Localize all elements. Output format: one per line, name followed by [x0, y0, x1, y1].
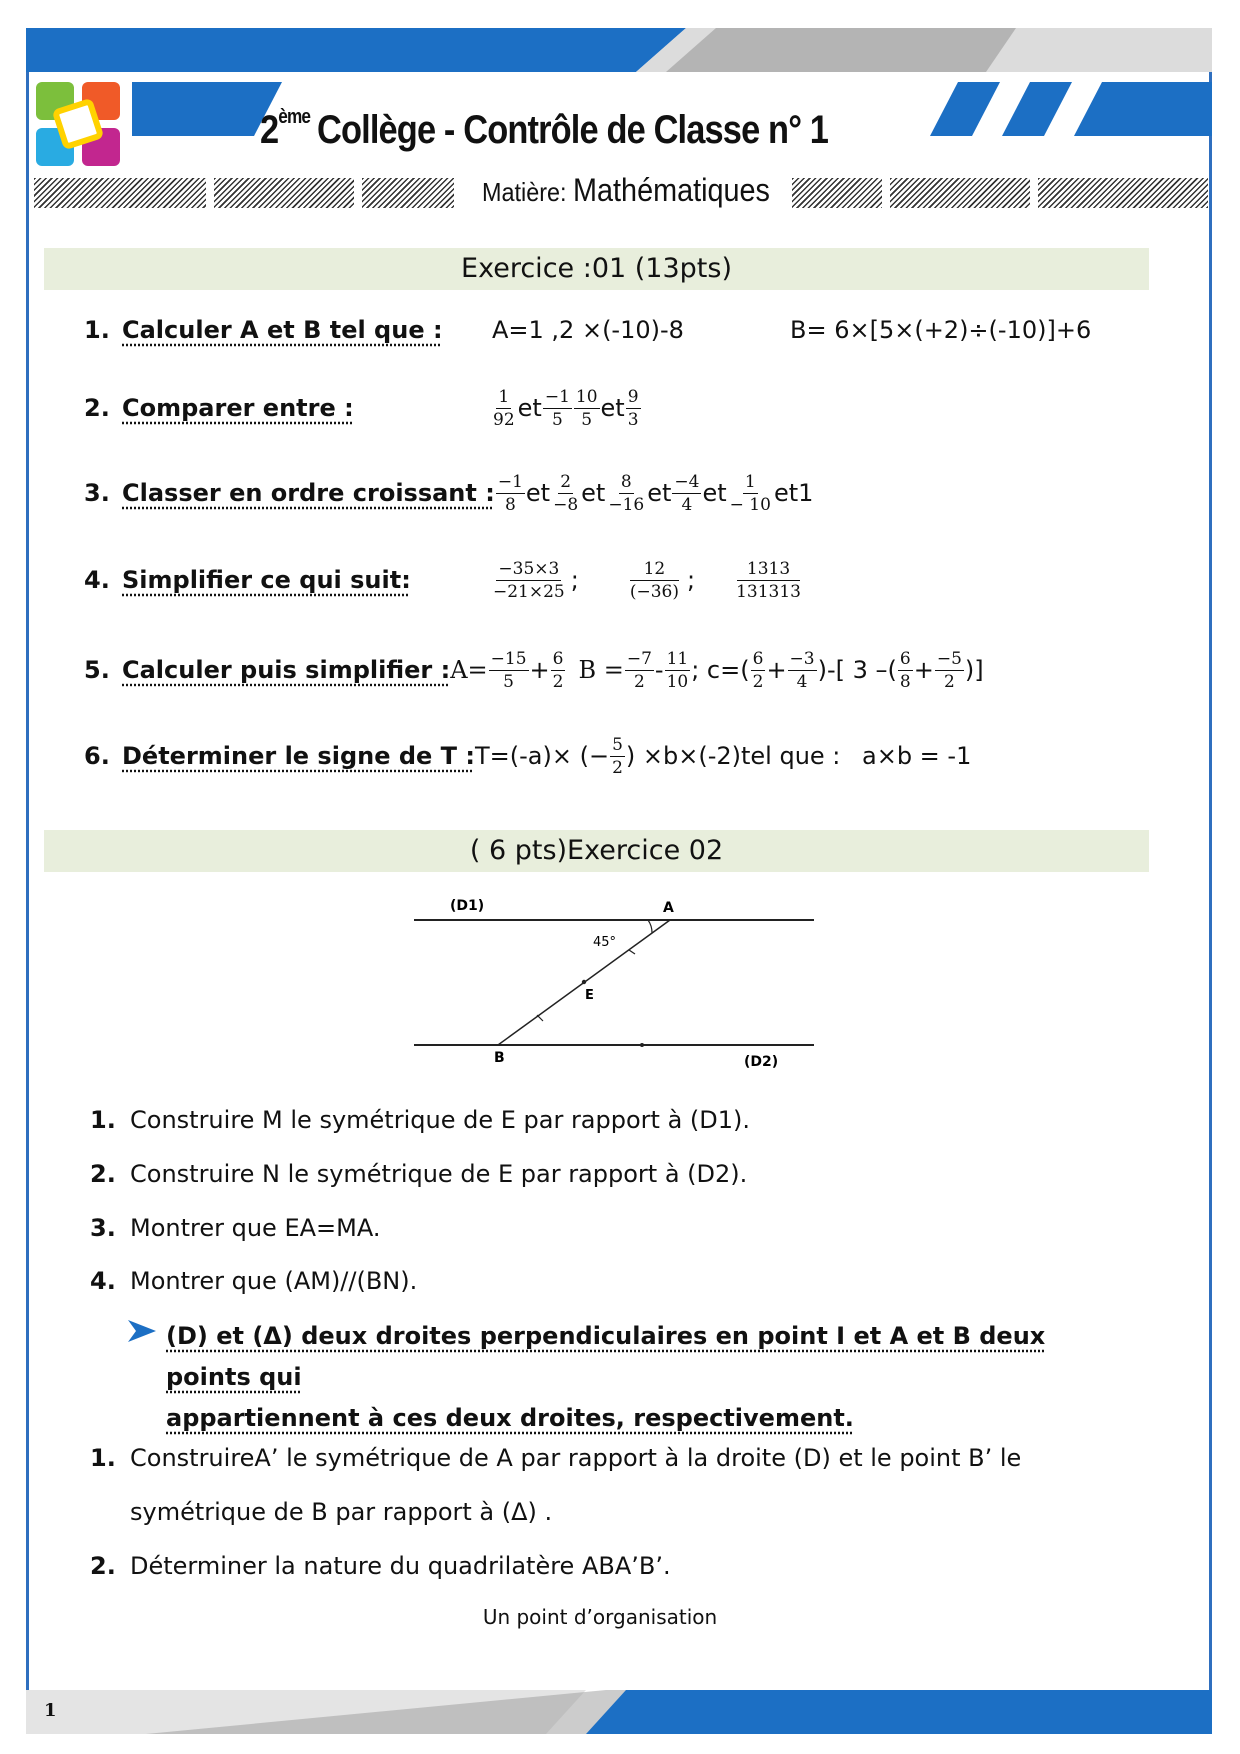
condition: a×b = -1 [862, 742, 972, 770]
expression-b: B= 6×[5×(+2)÷(-10)]+6 [790, 316, 1092, 344]
fraction: $\frac{1}{92}$ [493, 386, 515, 430]
hatch-decoration [1038, 178, 1208, 208]
title-number: 2 [260, 108, 279, 152]
question-label: Déterminer le signe de T : [122, 742, 475, 770]
hatch-decoration [792, 178, 882, 208]
expression-a: A=1 ,2 ×(-10)-8 [492, 316, 684, 344]
item-number: 4. [90, 1267, 116, 1295]
list-item [90, 1106, 750, 1134]
geometry-figure [410, 890, 820, 1070]
item-number: 1. [90, 1444, 116, 1472]
operator: + [913, 656, 934, 684]
angle-arc [648, 920, 652, 933]
list-item [90, 1214, 380, 1242]
fraction: $\frac{-15}{5}$ [490, 648, 527, 692]
word-et: et [600, 394, 625, 422]
item-text: Construire M le symétrique de E par rapport à (D1). [130, 1106, 751, 1134]
label-e: E [585, 988, 594, 1003]
separator: ; [687, 566, 696, 594]
top-banner [26, 28, 1212, 72]
school-logo [36, 82, 120, 166]
hatch-decoration [34, 178, 206, 208]
operator: + [529, 656, 550, 684]
c-end: )] [964, 656, 984, 684]
item-number: 3. [90, 1214, 116, 1242]
fraction: $\frac{6}{2}$ [552, 648, 564, 692]
fractions-compare [490, 386, 642, 431]
fraction: $\frac{12}{(-36)}$ [629, 558, 679, 602]
question-1 [84, 302, 1092, 358]
item-number: 1. [90, 1106, 116, 1134]
footer-text: Un point d’organisation [482, 1605, 718, 1629]
fraction: $\frac{2}{-8}$ [553, 471, 579, 515]
exercise-2-heading: ( 6 pts)Exercice 02 [44, 830, 1149, 872]
question-label: Classer en ordre croissant : [122, 479, 495, 507]
fractions-simplify [490, 558, 804, 603]
fraction: $\frac{-4}{4}$ [674, 471, 700, 515]
page-title [260, 82, 862, 152]
fraction: $\frac{8}{-16}$ [608, 471, 645, 515]
question-number: 2. [84, 394, 110, 422]
question-number: 1. [84, 316, 110, 344]
header-right-stripes [930, 82, 1212, 136]
tick-mark [629, 950, 635, 954]
question-number: 6. [84, 742, 110, 770]
separator: ; [570, 566, 579, 594]
question-4 [84, 552, 801, 608]
word-et: et [647, 479, 672, 507]
question-label: Simplifier ce qui suit: [122, 566, 411, 594]
label-a: A [663, 900, 674, 916]
tick-mark [537, 1015, 543, 1021]
item-text: symétrique de B par rapport à (Δ) . [130, 1498, 553, 1526]
word-et: et [517, 394, 542, 422]
bottom-banner [26, 1690, 1212, 1734]
question-label: Calculer puis simplifier : [122, 656, 451, 684]
item-text: Montrer que (AM)//(BN). [130, 1267, 418, 1295]
note-text [166, 1316, 1126, 1439]
word-et: et [702, 479, 727, 507]
fraction: $\frac{1}{- 10}$ [729, 471, 771, 515]
fraction: $\frac{-1}{8}$ [497, 471, 523, 515]
title-text: Collège - Contrôle de Classe n° 1 [317, 108, 829, 152]
subject-label: Matière: [482, 177, 574, 207]
question-2 [84, 380, 639, 436]
c-middle: )-[ 3 –( [817, 656, 897, 684]
label-d1: (D1) [450, 898, 485, 914]
item-text: Montrer que EA=MA. [130, 1214, 381, 1242]
question-number: 3. [84, 479, 110, 507]
t-prefix: T=(-a)× (− [474, 742, 610, 770]
item-number: 2. [90, 1552, 116, 1580]
fraction: $\frac{5}{2}$ [612, 734, 623, 778]
word-et: et [581, 479, 606, 507]
fraction: $\frac{-3}{4}$ [789, 648, 815, 692]
fraction: $\frac{9}{3}$ [627, 386, 639, 430]
fraction: $\frac{6}{2}$ [752, 648, 764, 692]
point-marker [640, 1043, 644, 1047]
list-item [90, 1552, 671, 1580]
fraction: $\frac{-7}{2}$ [626, 648, 652, 692]
fraction: $\frac{-35\times 3}{-21\times 25}$ [493, 558, 565, 602]
label-angle: 45° [593, 935, 617, 950]
hatch-decoration [890, 178, 1030, 208]
arrow-bullet-icon [126, 1318, 158, 1344]
item-text: Déterminer la nature du quadrilatère ABA’B’. [130, 1552, 671, 1580]
note-line: appartiennent à ces deux droites, respectivement. [166, 1404, 854, 1432]
fraction: $\frac{6}{8}$ [899, 648, 911, 692]
subject-value: Mathématiques [573, 172, 770, 208]
question-label: Calculer A et B tel que : [122, 316, 443, 344]
question-3 [84, 465, 813, 521]
fraction: $\frac{-1}{5}$ [544, 386, 570, 430]
c-prefix: ; c=( [691, 656, 750, 684]
fraction: $\frac{10}{5}$ [575, 386, 598, 430]
operator: - [654, 656, 664, 684]
hatch-decoration [362, 178, 454, 208]
item-text: Construire N le symétrique de E par rapport à (D2). [130, 1160, 748, 1188]
label-d2: (D2) [744, 1054, 779, 1070]
item-text: ConstruireA’ le symétrique de A par rapport à la droite (D) et le point B’ le [130, 1444, 1022, 1472]
hatch-decoration [214, 178, 354, 208]
title-superscript: ème [278, 106, 311, 128]
t-suffix: ) ×b×(-2)tel que : [625, 742, 841, 770]
word-et1: et1 [773, 479, 814, 507]
fraction: $\frac{1313}{131313}$ [736, 558, 801, 602]
a-prefix: A= [450, 656, 488, 684]
item-number: 2. [90, 1160, 116, 1188]
question-label: Comparer entre : [122, 394, 354, 422]
list-item [90, 1160, 747, 1188]
list-item-continuation [90, 1498, 552, 1526]
fraction: $\frac{11}{10}$ [666, 648, 689, 692]
operator: + [766, 656, 787, 684]
note-line: (D) et (Δ) deux droites perpendiculaires en point I et A et B deux points qui [166, 1322, 1046, 1391]
list-item [90, 1444, 1021, 1472]
fraction: $\frac{-5}{2}$ [936, 648, 962, 692]
point-e [582, 980, 586, 984]
exercise-1-heading: Exercice :01 (13pts) [44, 248, 1149, 290]
question-number: 4. [84, 566, 110, 594]
list-item [90, 1267, 417, 1295]
subject-line [482, 170, 770, 210]
question-number: 5. [84, 656, 110, 684]
question-5 [84, 642, 984, 698]
word-et: et [525, 479, 551, 507]
question-6 [84, 728, 972, 784]
label-b: B [494, 1050, 505, 1066]
b-prefix: B = [578, 656, 624, 684]
page-number: 1 [44, 1700, 57, 1721]
